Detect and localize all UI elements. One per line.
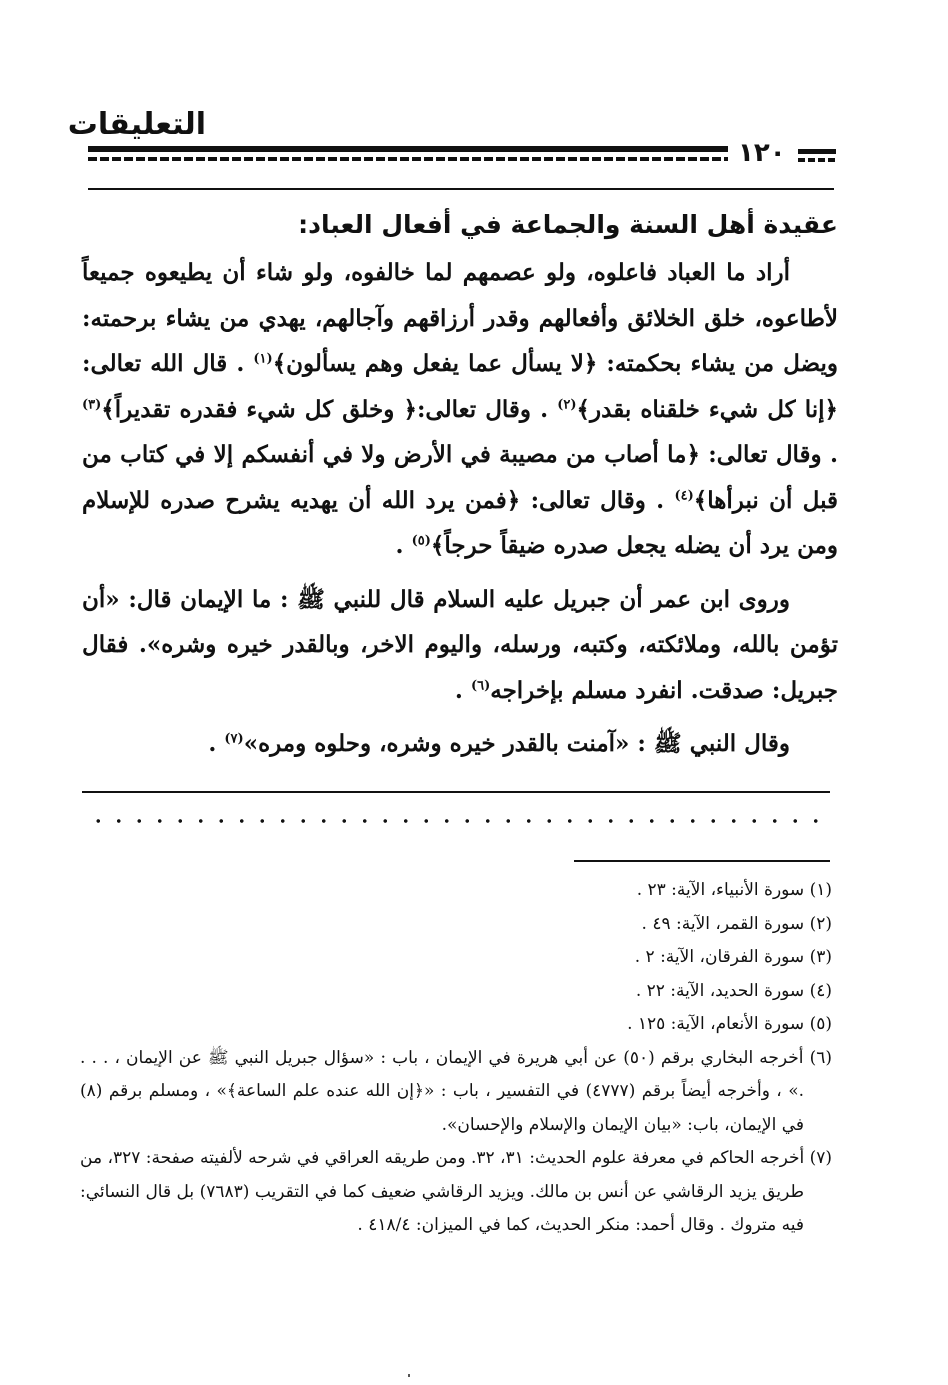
footnote-ref: (٦) [470,677,491,693]
paragraph-text: . [395,532,412,559]
paragraph-text: . قال الله تعالى: ﴿إنا كل شيء خلقناه بقدر﴾ [82,350,838,423]
header-number-rule [798,149,836,154]
header-dashed-rule [88,157,728,161]
footnote-7: (٧) أخرجه الحاكم في معرفة علوم الحديث: ٣١، ٣٢. ومن طريقه العراقي في شرحه لألفيته صفحة: ٣٢٧، من طريق يزيد الرقاشي عن أنس بن مالك. ويزيد الرقاشي ضعيف كما في التقريب (٧٦٨٣) بل قال النسائي: فيه متروك . وقال أحمد: منكر الحديث، كما في الميزان: ٤١٨/٤ . [80,1148,833,1235]
footnote-ref: (٢) [557,396,577,412]
footnote-5: (٥) سورة الأنعام، الآية: ١٢٥ . [627,1014,832,1034]
footnote-1: (١) سورة الأنبياء، الآية: ٢٣ . [636,880,832,900]
paragraph-text: وروى ابن عمر أن جبريل عليه السلام قال للنبي ﷺ : ما الإيمان قال: «أن تؤمن بالله، وملائكته، وكتبه، ورسله، واليوم الاخر، وبالقدر خيره وشره». فقال جبريل: صدقت. انفرد مسلم بإخراجه [82,585,838,704]
footnote-rule [574,860,830,862]
footnote-6: (٦) أخرجه البخاري برقم (٥٠) عن أبي هريرة في الإيمان ، باب : «سؤال جبريل النبي ﷺ عن الإيمان ، . . . .» ، وأخرجه أيضاً برقم (٤٧٧٧) في التفسير ، باب : «﴿إن الله عنده علم الساعة﴾» ، ومسلم برقم (٨) في الإيمان، باب: «بيان الإيمان والإسلام والإحسان». [80,1047,832,1135]
header-number-dashed-rule [798,158,836,162]
scan-mark [408,1374,410,1377]
section-heading: عقيدة أهل السنة والجماعة في أفعال العباد: [298,210,838,239]
footnote-ref: (٥) [411,533,431,549]
footnote-4: (٤) سورة الحديد، الآية: ٢٢ . [635,980,832,1001]
paragraph-text: . [454,676,471,704]
page-number: ١٢٠ [738,138,786,168]
paragraph-text: . [208,730,225,757]
footnote-ref: (٣) [82,396,102,412]
paragraph-1 [82,250,838,569]
paragraph-text: . وقال تعالى: ﴿ما أصاب من مصيبة في الأرض ولا في أنفسكم إلا في كتاب من قبل أن نبرأها﴾ [82,441,839,514]
footnote-2: (٢) سورة القمر، الآية: ٤٩ . [641,913,832,934]
footnotes [80,874,832,1243]
footnote-3: (٣) سورة الفرقان، الآية: ٢ . [634,947,832,967]
paragraph-3 [82,721,838,767]
main-text [82,202,838,775]
header-divider [88,188,834,190]
dotted-separator [88,818,828,824]
paragraph-text: أراد ما العباد فاعلوه، ولو عصمهم لما خالفوه، ولو شاء أن يطيعوه جميعاً لأطاعوه، خلق الخلائق وأفعالهم وقدر أرزاقهم وآجالهم، يهدي من يشاء برحمته: ويضل من يشاء بحكمته: ﴿لا يسأل عما يفعل وهم يسألون﴾ [82,259,838,377]
paragraph-text: . وقال تعالى: ﴿فمن يرد الله أن يهديه يشرح صدره للإسلام ومن يرد أن يضله يجعل صدره ضيقاً حرجاً﴾ [82,486,838,559]
footnote-ref: (١) [253,351,273,367]
footnote-ref: (٤) [674,487,694,503]
header-thick-rule [88,146,728,152]
running-header-title: التعليقات [67,107,206,142]
footnote-ref: (٧) [224,731,244,747]
paragraph-text: . وقال تعالى:﴿ وخلق كل شيء فقدره تقديراً﴾ [101,395,558,423]
text-end-rule [82,791,830,793]
paragraph-text: وقال النبي ﷺ : «آمنت بالقدر خيره وشره، وحلوه ومره» [243,730,790,757]
paragraph-2 [82,577,838,714]
